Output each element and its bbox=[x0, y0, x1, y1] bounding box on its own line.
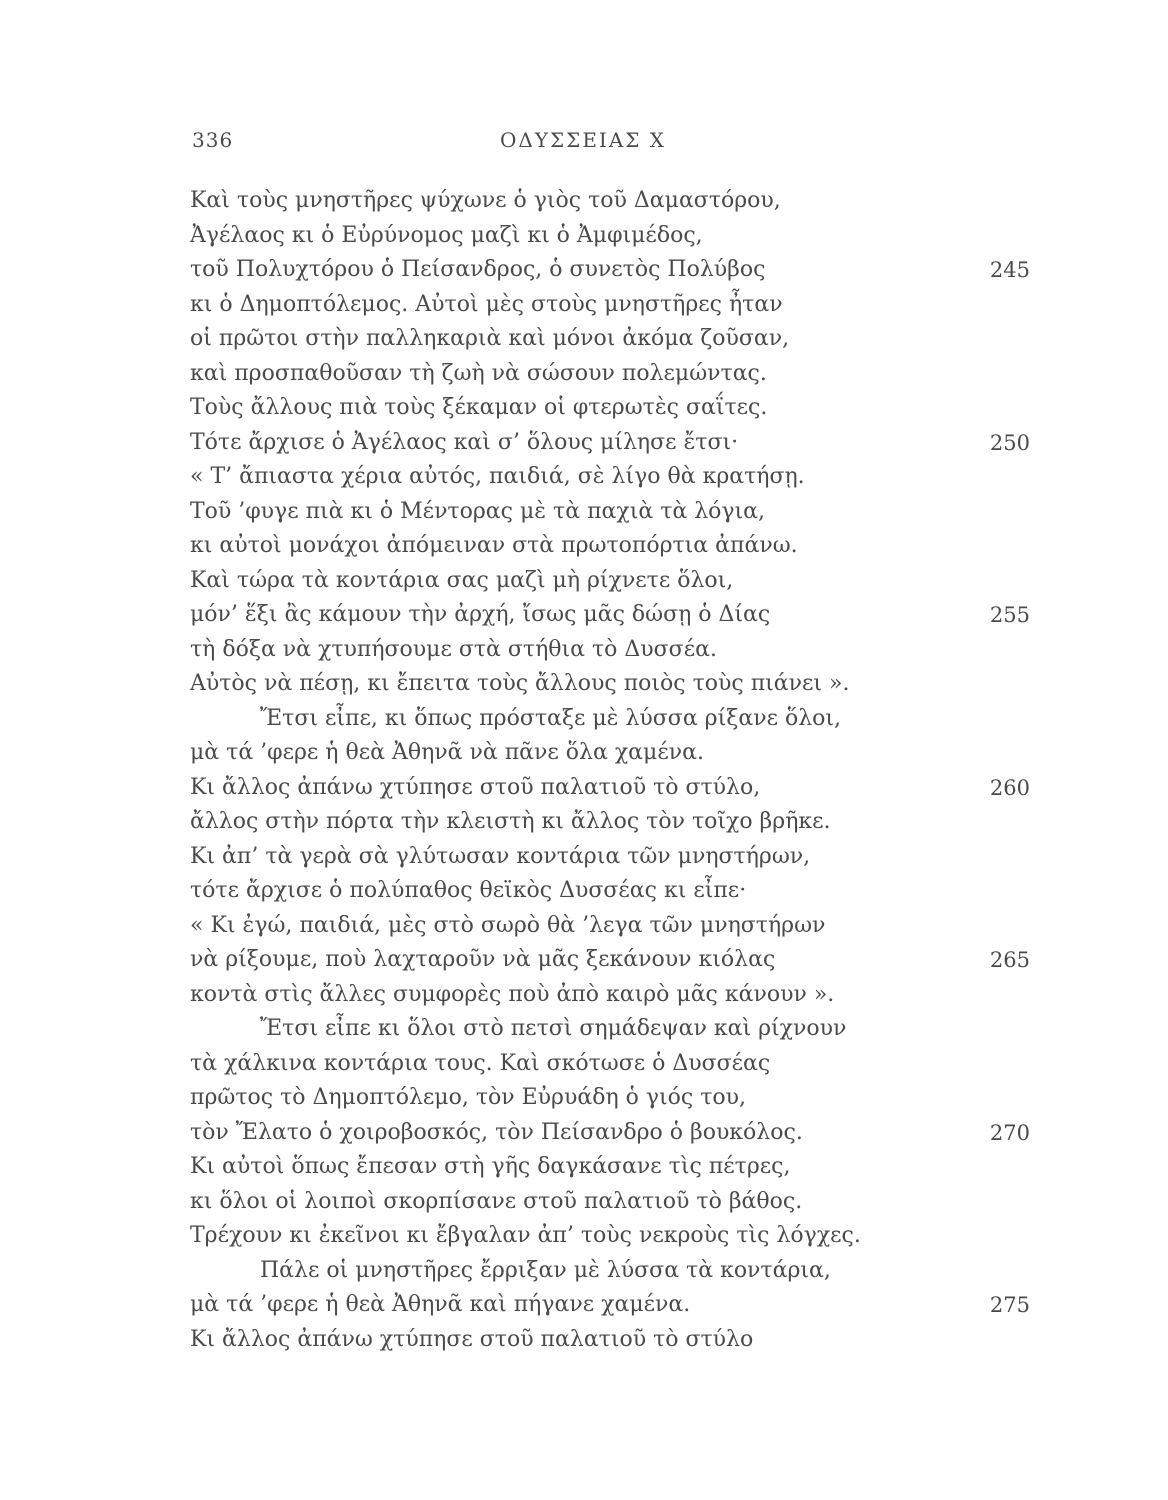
verse-text: τὸν Ἔλατο ὁ χοιροβοσκός, τὸν Πείσανδρο ὁ βουκόλος. bbox=[190, 1119, 803, 1145]
verse-text: Κι ἄλλος ἀπάνω χτύπησε στοῦ παλατιοῦ τὸ στύλο bbox=[190, 1326, 754, 1352]
verse-line bbox=[190, 667, 1040, 702]
page-number: 336 bbox=[192, 128, 234, 152]
verse-text: κι ὅλοι οἱ λοιποὶ σκορπίσανε στοῦ παλατιοῦ τὸ βάθος. bbox=[190, 1188, 803, 1214]
verse-line bbox=[190, 702, 1040, 737]
verse-line bbox=[190, 633, 1040, 668]
verse-line bbox=[190, 1254, 1040, 1289]
verse-line bbox=[190, 391, 1040, 426]
verse-text: τὴ δόξα νὰ χτυπήσουμε στὰ στήθια τὸ Δυσσέα. bbox=[190, 636, 717, 662]
verse-line bbox=[190, 598, 1040, 633]
verse-text: τοῦ Πολυχτόρου ὁ Πείσανδρος, ὁ συνετὸς Πολύβος bbox=[190, 257, 766, 282]
verse-line bbox=[190, 1219, 1040, 1254]
verse-line bbox=[190, 1150, 1040, 1185]
verse-text: τὰ χάλκινα κοντάρια τους. Καὶ σκότωσε ὁ Δυσσέας bbox=[190, 1050, 771, 1076]
verse-text: κι ὁ Δημοπτόλεμος. Αὐτοὶ μὲς στοὺς μνηστῆρες ἦταν bbox=[190, 291, 783, 317]
verse-text: Αὐτὸς νὰ πέσῃ, κι ἔπειτα τοὺς ἄλλους ποιὸς τοὺς πιάνει ». bbox=[190, 671, 850, 696]
verse-line bbox=[190, 495, 1040, 530]
verse-line bbox=[190, 1116, 1040, 1151]
verse-line bbox=[190, 357, 1040, 392]
verse-line bbox=[190, 978, 1040, 1013]
verse-text: καὶ προσπαθοῦσαν τὴ ζωὴ νὰ σώσουν πολεμώντας. bbox=[190, 360, 767, 386]
verse-text: ἄλλος στὴν πόρτα τὴν κλειστὴ κι ἄλλος τὸν τοῖχο βρῆκε. bbox=[190, 809, 831, 834]
verse-text: Ἔτσι εἶπε κι ὅλοι στὸ πετσὶ σημάδεψαν καὶ ρίχνουν bbox=[260, 1016, 847, 1041]
verse-text: Καὶ τοὺς μνηστῆρες ψύχωνε ὁ γιὸς τοῦ Δαμαστόρου, bbox=[190, 188, 781, 213]
running-title: ΟΔΥΣΣΕΙΑΣ Χ bbox=[500, 128, 667, 152]
verse-line bbox=[190, 564, 1040, 599]
verse-line bbox=[190, 322, 1040, 357]
verse-line bbox=[190, 253, 1040, 288]
verse-line bbox=[190, 874, 1040, 909]
verse-text: Τοὺς ἄλλους πιὰ τοὺς ξέκαμαν οἱ φτερωτὲς σαΐτες. bbox=[190, 395, 768, 420]
verse-text: Κι ἀπ’ τὰ γερὰ σὰ γλύτωσαν κοντάρια τῶν μνηστήρων, bbox=[190, 843, 811, 869]
verse-text: οἱ πρῶτοι στὴν παλληκαριὰ καὶ μόνοι ἀκόμα ζοῦσαν, bbox=[190, 326, 790, 351]
line-number: 275 bbox=[989, 1293, 1030, 1317]
verse-text: Τοῦ ’φυγε πιὰ κι ὁ Μέντορας μὲ τὰ παχιὰ τὰ λόγια, bbox=[190, 498, 766, 524]
verse-text: « Τ’ ἄπιαστα χέρια αὐτός, παιδιά, σὲ λίγο θὰ κρατήσῃ. bbox=[190, 464, 805, 489]
line-number: 250 bbox=[989, 430, 1030, 455]
line-number: 245 bbox=[989, 258, 1030, 282]
verse-text: Κι ἄλλος ἀπάνω χτύπησε στοῦ παλατιοῦ τὸ στύλο, bbox=[190, 774, 761, 800]
verse-line bbox=[190, 1047, 1040, 1082]
verse-text: Τρέχουν κι ἐκεῖνοι κι ἔβγαλαν ἀπ’ τοὺς νεκροὺς τὶς λόγχες. bbox=[190, 1223, 861, 1248]
verse-line bbox=[190, 1185, 1040, 1220]
verse-line bbox=[190, 736, 1040, 771]
verse-text: « Κι ἐγώ, παιδιά, μὲς στὸ σωρὸ θὰ ’λεγα τῶν μνηστήρων bbox=[190, 912, 826, 938]
verse-line bbox=[190, 460, 1040, 495]
verse-line bbox=[190, 1012, 1040, 1047]
verse-line bbox=[190, 529, 1040, 564]
verse-line bbox=[190, 840, 1040, 875]
page-header bbox=[0, 128, 1168, 158]
verse-text: μὰ τά ’φερε ἡ θεὰ Ἀθηνᾶ νὰ πᾶνε ὅλα χαμένα. bbox=[190, 740, 704, 765]
line-number: 260 bbox=[989, 775, 1030, 800]
verse-block bbox=[190, 184, 1040, 1357]
verse-text: Κι αὐτοὶ ὅπως ἔπεσαν στὴ γῆς δαγκάσανε τὶς πέτρες, bbox=[190, 1154, 791, 1179]
verse-line bbox=[190, 219, 1040, 254]
verse-text: Τότε ἄρχισε ὁ Ἀγέλαος καὶ σ’ ὅλους μίλησε ἔτσι· bbox=[190, 429, 739, 455]
verse-line bbox=[190, 1081, 1040, 1116]
verse-line bbox=[190, 288, 1040, 323]
verse-text: κοντὰ στὶς ἄλλες συμφορὲς ποὺ ἀπὸ καιρὸ μᾶς κάνουν ». bbox=[190, 981, 835, 1007]
verse-line bbox=[190, 771, 1040, 806]
verse-text: τότε ἄρχισε ὁ πολύπαθος θεϊκὸς Δυσσέας κι εἶπε· bbox=[190, 878, 747, 903]
verse-text: νὰ ρίξουμε, ποὺ λαχταροῦν νὰ μᾶς ξεκάνουν κιόλας bbox=[190, 947, 776, 972]
verse-text: μόν’ ἕξι ἂς κάμουν τὴν ἀρχή, ἴσως μᾶς δώσῃ ὁ Δίας bbox=[190, 602, 771, 627]
verse-line bbox=[190, 909, 1040, 944]
verse-text: μὰ τά ’φερε ἡ θεὰ Ἀθηνᾶ καὶ πήγανε χαμένα. bbox=[190, 1292, 691, 1317]
verse-text: Ἔτσι εἶπε, κι ὅπως πρόσταξε μὲ λύσσα ρίξανε ὅλοι, bbox=[260, 705, 842, 731]
line-number: 270 bbox=[989, 1120, 1030, 1145]
verse-line bbox=[190, 805, 1040, 840]
verse-line bbox=[190, 426, 1040, 461]
verse-text: Καὶ τώρα τὰ κοντάρια σας μαζὶ μὴ ρίχνετε ὅλοι, bbox=[190, 567, 734, 593]
line-number: 255 bbox=[989, 603, 1030, 627]
verse-text: κι αὐτοὶ μονάχοι ἀπόμειναν στὰ πρωτοπόρτια ἀπάνω. bbox=[190, 533, 798, 558]
verse-line bbox=[190, 1288, 1040, 1323]
verse-text: Πάλε οἱ μνηστῆρες ἔρριξαν μὲ λύσσα τὰ κοντάρια, bbox=[260, 1257, 831, 1283]
verse-line bbox=[190, 1323, 1040, 1358]
verse-text: πρῶτος τὸ Δημοπτόλεμο, τὸν Εὐρυάδη ὁ γιός του, bbox=[190, 1085, 746, 1110]
verse-text: Ἀγέλαος κι ὁ Εὐρύνομος μαζὶ κι ὁ Ἀμφιμέδος, bbox=[190, 222, 703, 248]
line-number: 265 bbox=[989, 948, 1030, 972]
verse-line bbox=[190, 943, 1040, 978]
verse-line bbox=[190, 184, 1040, 219]
